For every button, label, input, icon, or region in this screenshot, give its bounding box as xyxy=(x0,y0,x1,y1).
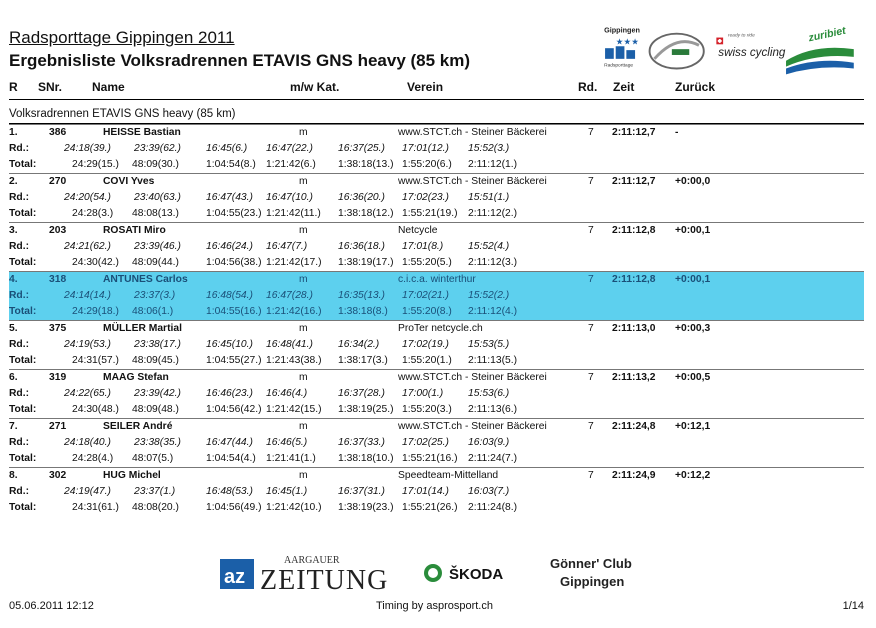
rider-name: MAAG Stefan xyxy=(103,372,169,383)
total-time: 48:09(30.) xyxy=(132,159,179,170)
total-time: 1:38:18(10.) xyxy=(338,453,394,464)
rider-name: COVI Yves xyxy=(103,176,155,187)
club: www.STCT.ch - Steiner Bäckerei xyxy=(398,421,547,432)
lap-time: 16:47(28.) xyxy=(266,290,313,301)
total-time: 1:38:18(8.) xyxy=(338,306,388,317)
finish-time: 2:11:12,7 xyxy=(612,176,656,187)
start-number: 270 xyxy=(49,176,67,187)
category: m xyxy=(299,225,308,236)
rider-name: ROSATI Miro xyxy=(103,225,166,236)
lap-time: 17:02(25.) xyxy=(402,437,449,448)
svg-text:zuribiet: zuribiet xyxy=(807,24,847,45)
lap-time: 24:18(40.) xyxy=(64,437,111,448)
rider-name: SEILER André xyxy=(103,421,173,432)
total-time: 1:38:18(12.) xyxy=(338,208,394,219)
total-time: 1:04:55(23.) xyxy=(206,208,262,219)
lap-time: 23:37(3.) xyxy=(134,290,176,301)
result-entry xyxy=(9,320,864,369)
svg-text:Gippingen: Gippingen xyxy=(560,574,625,589)
rank: 4. xyxy=(9,274,18,285)
total-times-row xyxy=(9,304,864,320)
total-time: 1:55:21(26.) xyxy=(402,502,458,513)
total-time: 1:04:56(42.) xyxy=(206,404,262,415)
start-number: 271 xyxy=(49,421,67,432)
rounds: 7 xyxy=(588,323,594,334)
column-header xyxy=(9,80,864,98)
lap-time: 17:01(12.) xyxy=(402,143,449,154)
lap-time: 17:02(23.) xyxy=(402,192,449,203)
result-entry xyxy=(9,271,864,320)
lap-time: 16:34(2.) xyxy=(338,339,380,350)
total-time: 1:21:42(17.) xyxy=(266,257,322,268)
uci-logo xyxy=(650,34,704,69)
total-times-row xyxy=(9,206,864,222)
total-time: 1:04:55(16.) xyxy=(206,306,262,317)
total-time: 1:38:18(13.) xyxy=(338,159,394,170)
lap-time: 23:40(63.) xyxy=(134,192,181,203)
rider-name: ANTUNES Carlos xyxy=(103,274,188,285)
total-times-row xyxy=(9,353,864,369)
svg-text:AARGAUER: AARGAUER xyxy=(284,555,340,566)
lap-time: 17:01(14.) xyxy=(402,486,449,497)
lap-time: 23:39(42.) xyxy=(134,388,181,399)
lap-time: 16:47(43.) xyxy=(206,192,253,203)
total-time: 1:04:56(49.) xyxy=(206,502,262,513)
total-time: 1:04:55(27.) xyxy=(206,355,262,366)
total-time: 48:07(5.) xyxy=(132,453,174,464)
rounds: 7 xyxy=(588,127,594,138)
lap-label: Rd.: xyxy=(9,486,30,497)
timing-credit: Timing by asprosport.ch xyxy=(376,600,493,612)
total-time: 1:04:54(4.) xyxy=(206,453,256,464)
col-kat: m/w Kat. xyxy=(290,80,340,94)
total-time: 1:04:56(38.) xyxy=(206,257,262,268)
lap-time: 16:37(33.) xyxy=(338,437,385,448)
category: m xyxy=(299,421,308,432)
total-label: Total: xyxy=(9,355,37,366)
lap-time: 23:37(1.) xyxy=(134,486,176,497)
lap-time: 16:03(9.) xyxy=(468,437,510,448)
page-number: 1/14 xyxy=(842,600,864,612)
print-timestamp: 05.06.2011 12:12 xyxy=(9,600,94,612)
total-label: Total: xyxy=(9,502,37,513)
rounds: 7 xyxy=(588,470,594,481)
lap-label: Rd.: xyxy=(9,437,30,448)
svg-text:az: az xyxy=(224,566,246,588)
results-list xyxy=(9,124,864,516)
lap-time: 15:52(4.) xyxy=(468,241,510,252)
lap-time: 24:14(14.) xyxy=(64,290,111,301)
lap-time: 24:19(47.) xyxy=(64,486,111,497)
total-time: 2:11:24(8.) xyxy=(468,502,518,513)
total-time: 1:04:54(8.) xyxy=(206,159,256,170)
rank: 3. xyxy=(9,225,18,236)
lap-time: 24:21(62.) xyxy=(64,241,111,252)
club: Netcycle xyxy=(398,225,438,236)
gap-time: +0:00,3 xyxy=(675,323,711,334)
total-label: Total: xyxy=(9,404,37,415)
aargauer-zeitung-logo xyxy=(220,555,388,593)
finish-time: 2:11:13,0 xyxy=(612,323,656,334)
category: m xyxy=(299,127,308,138)
lap-label: Rd.: xyxy=(9,290,30,301)
total-time: 24:28(4.) xyxy=(72,453,114,464)
result-main-row xyxy=(9,418,864,435)
svg-text:ŠKODA: ŠKODA xyxy=(449,566,504,583)
lap-time: 16:46(5.) xyxy=(266,437,308,448)
total-time: 1:38:19(17.) xyxy=(338,257,394,268)
total-time: 1:21:42(10.) xyxy=(266,502,322,513)
category: m xyxy=(299,176,308,187)
total-time: 1:38:19(23.) xyxy=(338,502,394,513)
total-time: 48:09(44.) xyxy=(132,257,179,268)
rank: 5. xyxy=(9,323,18,334)
gap-time: +0:12,1 xyxy=(675,421,711,432)
header-logos xyxy=(592,24,862,84)
rounds: 7 xyxy=(588,372,594,383)
lap-time: 15:53(6.) xyxy=(468,388,510,399)
lap-time: 16:47(7.) xyxy=(266,241,308,252)
skoda-logo xyxy=(424,564,503,583)
lap-times-row xyxy=(9,288,864,304)
total-time: 24:31(61.) xyxy=(72,502,119,513)
lap-time: 16:48(41.) xyxy=(266,339,313,350)
start-number: 319 xyxy=(49,372,67,383)
lap-time: 16:37(31.) xyxy=(338,486,385,497)
lap-time: 15:52(3.) xyxy=(468,143,510,154)
lap-times-row xyxy=(9,484,864,500)
start-number: 375 xyxy=(49,323,67,334)
category: m xyxy=(299,470,308,481)
lap-label: Rd.: xyxy=(9,388,30,399)
club: www.STCT.ch - Steiner Bäckerei xyxy=(398,127,547,138)
result-main-row xyxy=(9,124,864,141)
svg-text:ready to ride: ready to ride xyxy=(727,33,755,39)
lap-time: 16:45(10.) xyxy=(206,339,253,350)
col-zeit: Zeit xyxy=(613,80,635,94)
lap-times-row xyxy=(9,141,864,157)
lap-time: 16:46(24.) xyxy=(206,241,253,252)
lap-time: 16:35(13.) xyxy=(338,290,385,301)
club: ProTer netcycle.ch xyxy=(398,323,483,334)
total-time: 24:30(42.) xyxy=(72,257,119,268)
finish-time: 2:11:24,9 xyxy=(612,470,656,481)
rider-name: HUG Michel xyxy=(103,470,161,481)
lap-time: 16:36(18.) xyxy=(338,241,385,252)
total-time: 2:11:24(7.) xyxy=(468,453,518,464)
lap-label: Rd.: xyxy=(9,339,30,350)
total-time: 24:29(18.) xyxy=(72,306,119,317)
category: m xyxy=(299,372,308,383)
lap-time: 16:47(44.) xyxy=(206,437,253,448)
start-number: 318 xyxy=(49,274,67,285)
rank: 7. xyxy=(9,421,18,432)
result-entry xyxy=(9,222,864,271)
total-times-row xyxy=(9,451,864,467)
total-time: 24:29(15.) xyxy=(72,159,119,170)
lap-time: 24:18(39.) xyxy=(64,143,111,154)
section-title: Volksradrennen ETAVIS GNS heavy (85 km) xyxy=(9,108,236,120)
total-time: 2:11:12(3.) xyxy=(468,257,518,268)
club: www.STCT.ch - Steiner Bäckerei xyxy=(398,372,547,383)
gap-time: +0:00,1 xyxy=(675,225,711,236)
rank: 6. xyxy=(9,372,18,383)
total-time: 48:08(13.) xyxy=(132,208,179,219)
club: Speedteam-Mittelland xyxy=(398,470,499,481)
event-title: Radsporttage Gippingen 2011 xyxy=(9,28,235,47)
result-main-row xyxy=(9,320,864,337)
total-time: 1:38:17(3.) xyxy=(338,355,388,366)
total-label: Total: xyxy=(9,453,37,464)
lap-time: 24:20(54.) xyxy=(64,192,111,203)
list-title: Ergebnisliste Volksradrennen ETAVIS GNS heavy (85 km) xyxy=(9,51,471,70)
gap-time: +0:00,5 xyxy=(675,372,711,383)
total-time: 2:11:13(6.) xyxy=(468,404,518,415)
total-time: 1:21:42(6.) xyxy=(266,159,316,170)
col-snr: SNr. xyxy=(38,80,63,94)
lap-time: 16:48(53.) xyxy=(206,486,253,497)
total-time: 24:31(57.) xyxy=(72,355,119,366)
finish-time: 2:11:24,8 xyxy=(612,421,656,432)
total-label: Total: xyxy=(9,257,37,268)
lap-time: 15:52(2.) xyxy=(468,290,510,301)
club: www.STCT.ch - Steiner Bäckerei xyxy=(398,176,547,187)
finish-time: 2:11:12,8 xyxy=(612,225,656,236)
total-time: 2:11:13(5.) xyxy=(468,355,518,366)
lap-time: 16:45(6.) xyxy=(206,143,248,154)
svg-text:Radsporttage: Radsporttage xyxy=(604,63,634,69)
col-rd: Rd. xyxy=(578,80,598,94)
gap-time: - xyxy=(675,127,679,138)
lap-label: Rd.: xyxy=(9,241,30,252)
gap-time: +0:00,0 xyxy=(675,176,711,187)
lap-time: 17:02(19.) xyxy=(402,339,449,350)
lap-times-row xyxy=(9,337,864,353)
rounds: 7 xyxy=(588,274,594,285)
result-main-row xyxy=(9,173,864,190)
rank: 1. xyxy=(9,127,18,138)
lap-time: 16:47(10.) xyxy=(266,192,313,203)
lap-time: 16:03(7.) xyxy=(468,486,510,497)
total-times-row xyxy=(9,255,864,271)
lap-time: 17:00(1.) xyxy=(402,388,444,399)
total-time: 24:30(48.) xyxy=(72,404,119,415)
total-time: 1:21:43(38.) xyxy=(266,355,322,366)
total-time: 1:21:42(15.) xyxy=(266,404,322,415)
total-label: Total: xyxy=(9,208,37,219)
total-times-row xyxy=(9,500,864,516)
lap-time: 23:39(62.) xyxy=(134,143,181,154)
total-time: 1:55:20(6.) xyxy=(402,159,452,170)
lap-time: 23:38(35.) xyxy=(134,437,181,448)
total-label: Total: xyxy=(9,306,37,317)
rounds: 7 xyxy=(588,225,594,236)
lap-times-row xyxy=(9,386,864,402)
finish-time: 2:11:12,8 xyxy=(612,274,656,285)
gap-time: +0:00,1 xyxy=(675,274,711,285)
lap-label: Rd.: xyxy=(9,192,30,203)
total-time: 1:55:20(3.) xyxy=(402,404,452,415)
total-time: 48:06(1.) xyxy=(132,306,174,317)
lap-times-row xyxy=(9,239,864,255)
total-times-row xyxy=(9,402,864,418)
result-main-row xyxy=(9,271,864,288)
rounds: 7 xyxy=(588,176,594,187)
lap-time: 16:46(4.) xyxy=(266,388,308,399)
lap-time: 24:22(65.) xyxy=(64,388,111,399)
col-verein: Verein xyxy=(407,80,444,94)
finish-time: 2:11:13,2 xyxy=(612,372,656,383)
total-time: 2:11:12(4.) xyxy=(468,306,518,317)
category: m xyxy=(299,323,308,334)
col-zurueck: Zurück xyxy=(675,80,716,94)
total-time: 48:08(20.) xyxy=(132,502,179,513)
lap-time: 16:37(25.) xyxy=(338,143,385,154)
lap-time: 15:53(5.) xyxy=(468,339,510,350)
result-main-row xyxy=(9,467,864,484)
total-time: 1:38:19(25.) xyxy=(338,404,394,415)
lap-time: 16:37(28.) xyxy=(338,388,385,399)
start-number: 386 xyxy=(49,127,67,138)
lap-time: 16:36(20.) xyxy=(338,192,385,203)
lap-time: 24:19(53.) xyxy=(64,339,111,350)
total-time: 1:55:21(16.) xyxy=(402,453,458,464)
zuribiet-logo xyxy=(786,25,854,75)
result-entry xyxy=(9,173,864,222)
svg-text:swiss cycling: swiss cycling xyxy=(718,45,786,59)
rounds: 7 xyxy=(588,421,594,432)
result-main-row xyxy=(9,222,864,239)
result-entry xyxy=(9,369,864,418)
lap-times-row xyxy=(9,190,864,206)
total-time: 2:11:12(2.) xyxy=(468,208,518,219)
total-time: 24:28(3.) xyxy=(72,208,114,219)
sponsor-logos xyxy=(220,553,660,593)
lap-time: 16:45(1.) xyxy=(266,486,308,497)
gippingen-logo xyxy=(604,26,640,69)
result-entry xyxy=(9,467,864,516)
rank: 8. xyxy=(9,470,18,481)
total-time: 48:09(45.) xyxy=(132,355,179,366)
svg-text:ZEITUNG: ZEITUNG xyxy=(260,565,389,593)
col-rank: R xyxy=(9,80,18,94)
lap-times-row xyxy=(9,435,864,451)
total-time: 1:55:20(8.) xyxy=(402,306,452,317)
lap-time: 15:51(1.) xyxy=(468,192,510,203)
total-time: 1:55:21(19.) xyxy=(402,208,458,219)
rider-name: MÜLLER Martial xyxy=(103,323,182,334)
header-divider xyxy=(9,99,864,100)
lap-time: 17:02(21.) xyxy=(402,290,449,301)
start-number: 302 xyxy=(49,470,67,481)
result-entry xyxy=(9,418,864,467)
svg-text:★★★: ★★★ xyxy=(615,36,640,47)
lap-time: 23:39(46.) xyxy=(134,241,181,252)
total-time: 1:21:42(11.) xyxy=(266,208,321,219)
col-name: Name xyxy=(92,80,125,94)
svg-text:Gönner' Club: Gönner' Club xyxy=(550,556,632,571)
result-main-row xyxy=(9,369,864,386)
category: m xyxy=(299,274,308,285)
total-time: 1:21:42(16.) xyxy=(266,306,322,317)
lap-time: 17:01(8.) xyxy=(402,241,444,252)
total-times-row xyxy=(9,157,864,173)
total-time: 2:11:12(1.) xyxy=(468,159,518,170)
goenner-club-logo xyxy=(550,556,632,589)
total-time: 1:55:20(5.) xyxy=(402,257,452,268)
svg-text:Gippingen: Gippingen xyxy=(604,25,640,35)
result-entry xyxy=(9,124,864,173)
gap-time: +0:12,2 xyxy=(675,470,711,481)
start-number: 203 xyxy=(49,225,67,236)
total-time: 1:55:20(1.) xyxy=(402,355,452,366)
lap-label: Rd.: xyxy=(9,143,30,154)
lap-time: 16:48(54.) xyxy=(206,290,253,301)
rank: 2. xyxy=(9,176,18,187)
swiss-cycling-logo xyxy=(716,33,786,59)
lap-time: 16:46(23.) xyxy=(206,388,253,399)
lap-time: 23:38(17.) xyxy=(134,339,181,350)
rider-name: HEISSE Bastian xyxy=(103,127,181,138)
total-label: Total: xyxy=(9,159,37,170)
finish-time: 2:11:12,7 xyxy=(612,127,656,138)
lap-time: 16:47(22.) xyxy=(266,143,313,154)
total-time: 1:21:41(1.) xyxy=(266,453,316,464)
club: c.i.c.a. winterthur xyxy=(398,274,476,285)
total-time: 48:09(48.) xyxy=(132,404,179,415)
